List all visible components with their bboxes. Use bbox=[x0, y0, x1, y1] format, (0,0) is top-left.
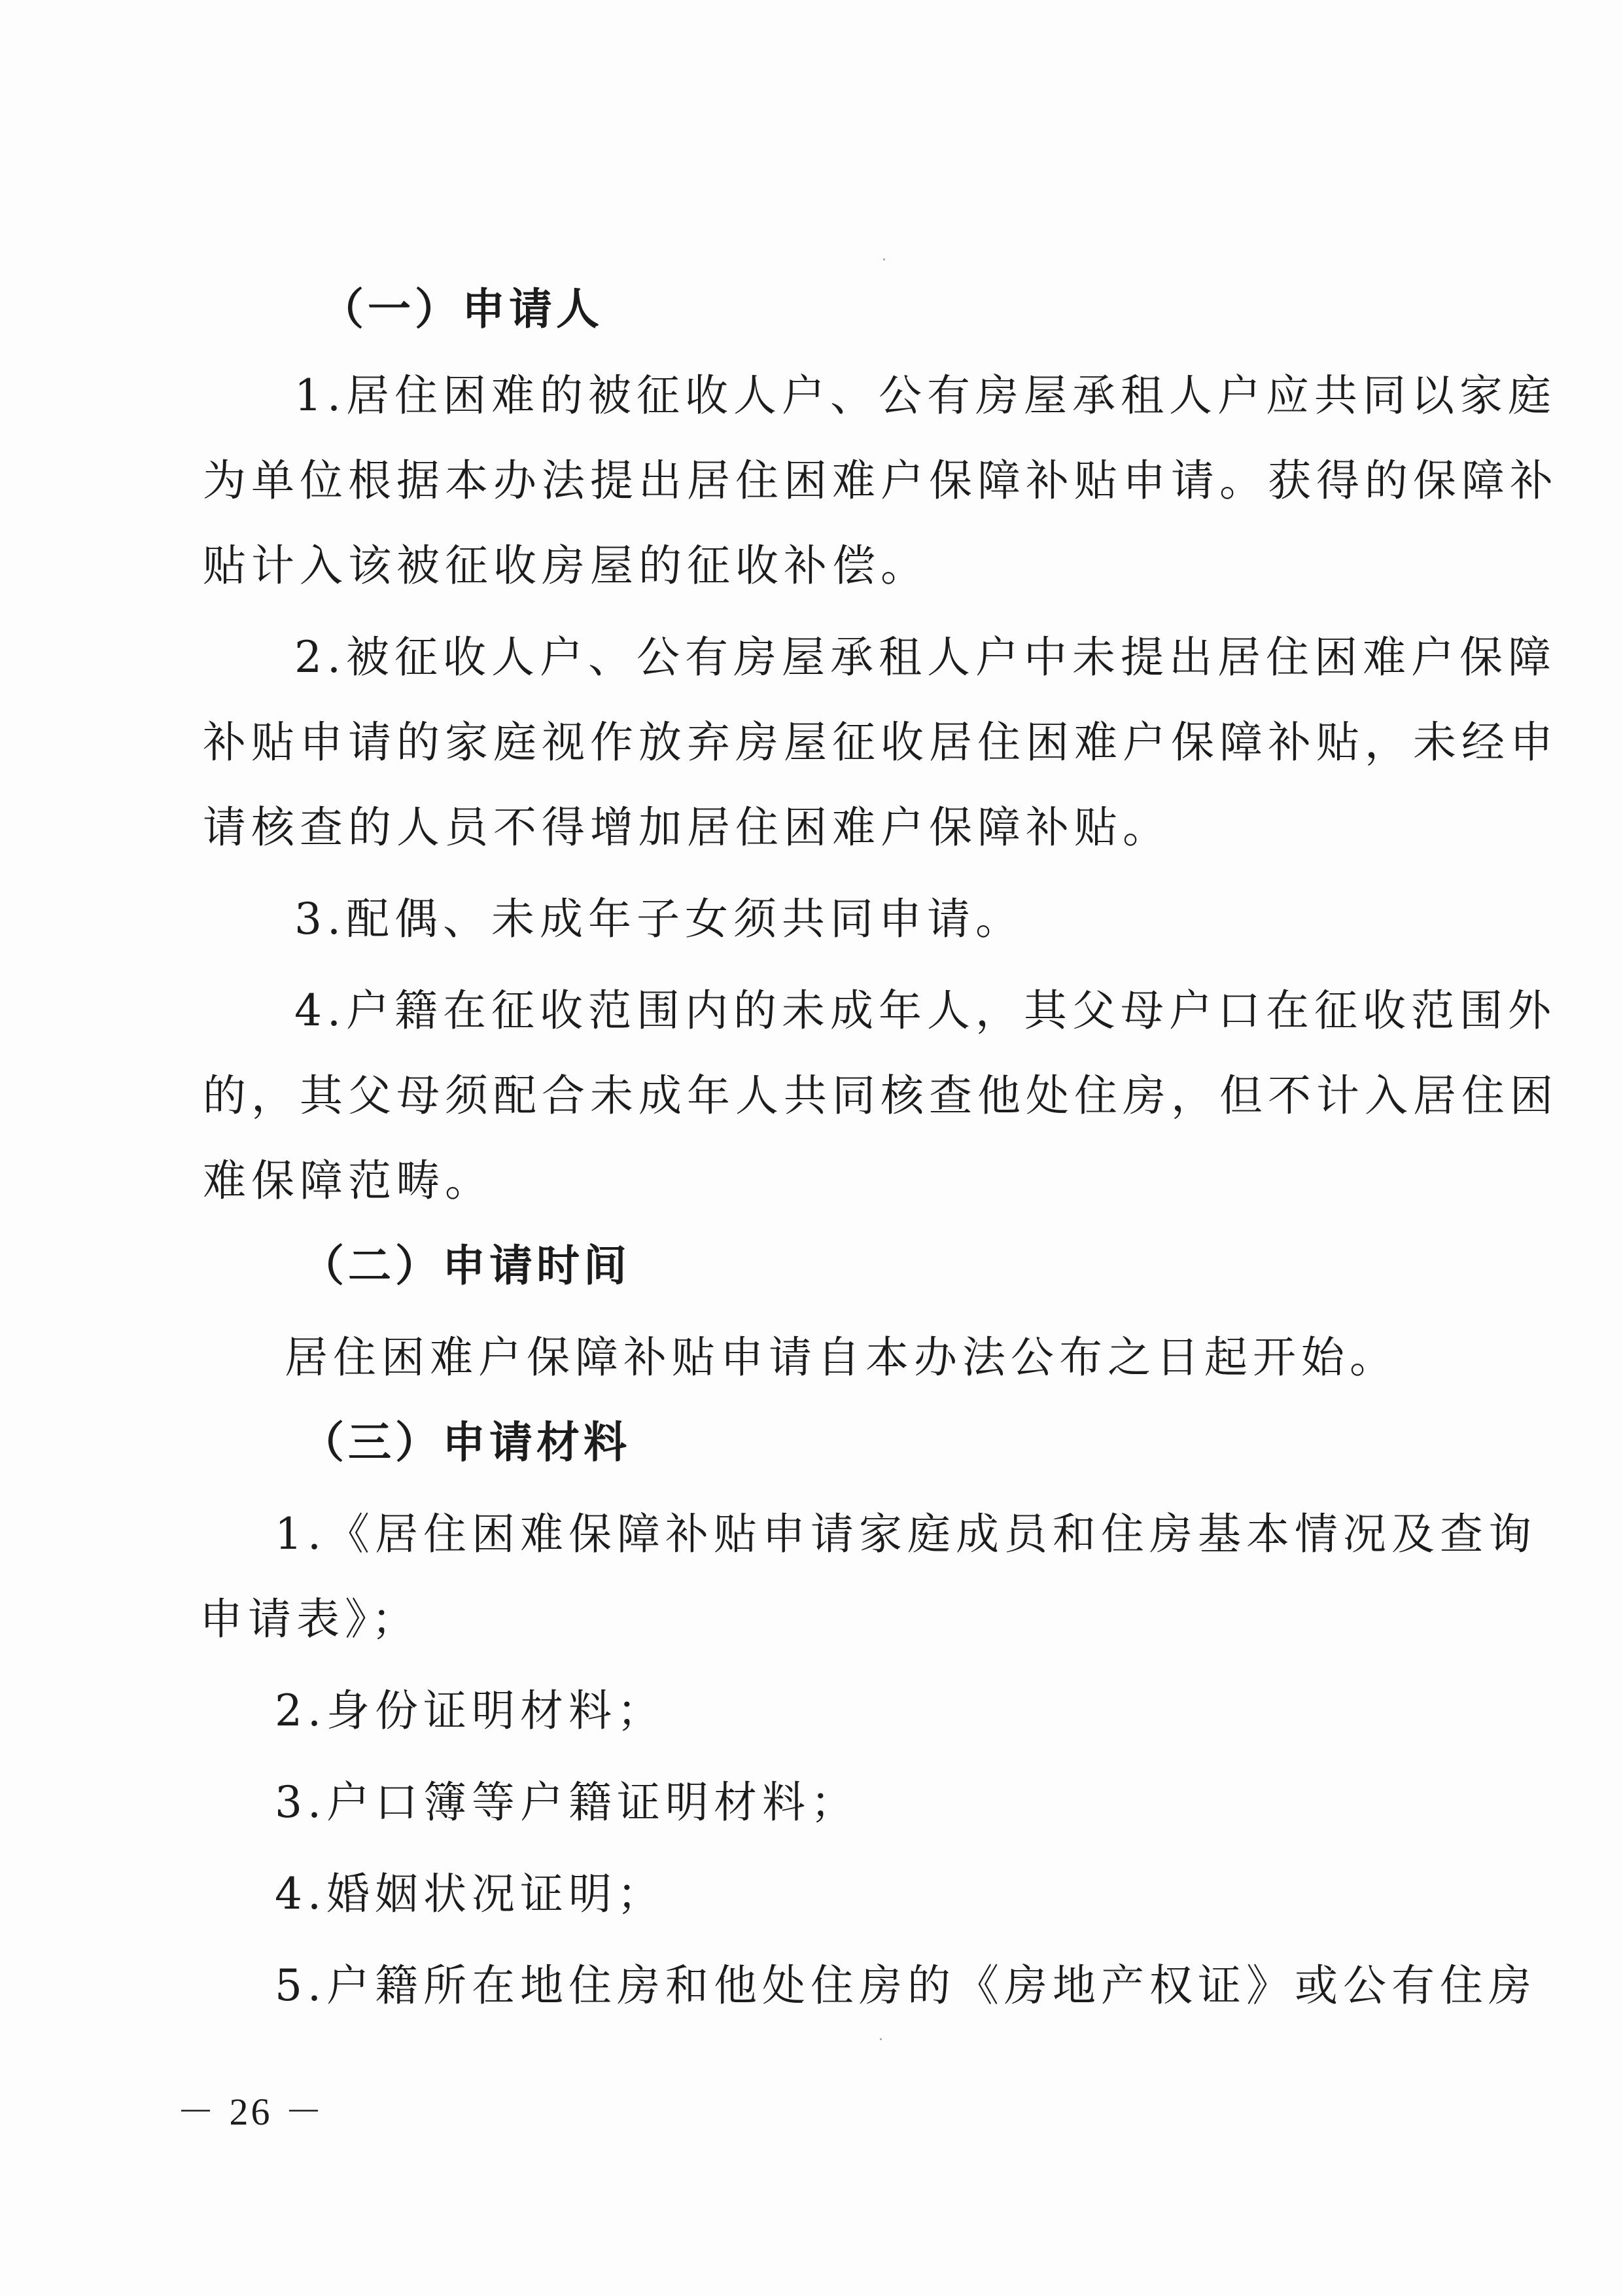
paragraph-line: 的，其父母须配合未成年人共同核查他处住房，但不计入居住困 bbox=[203, 1070, 1558, 1121]
section-heading-application-materials: （三）申请材料 bbox=[301, 1417, 631, 1468]
paragraph-line: 补贴申请的家庭视作放弃房屋征收居住困难户保障补贴，未经申 bbox=[203, 717, 1558, 768]
section-heading-applicant: （一）申请人 bbox=[321, 284, 603, 334]
section-heading-application-time: （二）申请时间 bbox=[301, 1241, 631, 1291]
page-number: － 26 － bbox=[177, 2091, 326, 2133]
list-item: 4.婚姻状况证明； bbox=[275, 1869, 665, 1919]
list-item: 申请表》； bbox=[200, 1594, 420, 1644]
paragraph-line: 贴计入该被征收房屋的征收补偿。 bbox=[203, 540, 929, 591]
paragraph-line: 4.户籍在征收范围内的未成年人，其父母户口在征收范围外 bbox=[294, 985, 1556, 1036]
list-item: 1.《居住困难保障补贴申请家庭成员和住房基本情况及查询 bbox=[275, 1509, 1537, 1559]
paragraph-line: 3.配偶、未成年子女须共同申请。 bbox=[294, 894, 1024, 944]
scan-speck bbox=[880, 2038, 882, 2040]
list-item: 5.户籍所在地住房和他处住房的《房地产权证》或公有住房 bbox=[275, 1960, 1537, 2011]
scan-speck bbox=[883, 258, 885, 260]
paragraph-line: 1.居住困难的被征收人户、公有房屋承租人户应共同以家庭 bbox=[294, 370, 1556, 421]
paragraph-line: 请核查的人员不得增加居住困难户保障补贴。 bbox=[203, 802, 1171, 853]
list-item: 2.身份证明材料； bbox=[275, 1686, 665, 1736]
paragraph-line: 难保障范畴。 bbox=[203, 1156, 493, 1206]
paragraph-line: 为单位根据本办法提出居住困难户保障补贴申请。获得的保障补 bbox=[203, 455, 1558, 506]
paragraph-line: 居住困难户保障补贴申请自本办法公布之日起开始。 bbox=[285, 1332, 1398, 1383]
paragraph-line: 2.被征收人户、公有房屋承租人户中未提出居住困难户保障 bbox=[294, 632, 1556, 682]
list-item: 3.户口簿等户籍证明材料； bbox=[275, 1777, 859, 1828]
